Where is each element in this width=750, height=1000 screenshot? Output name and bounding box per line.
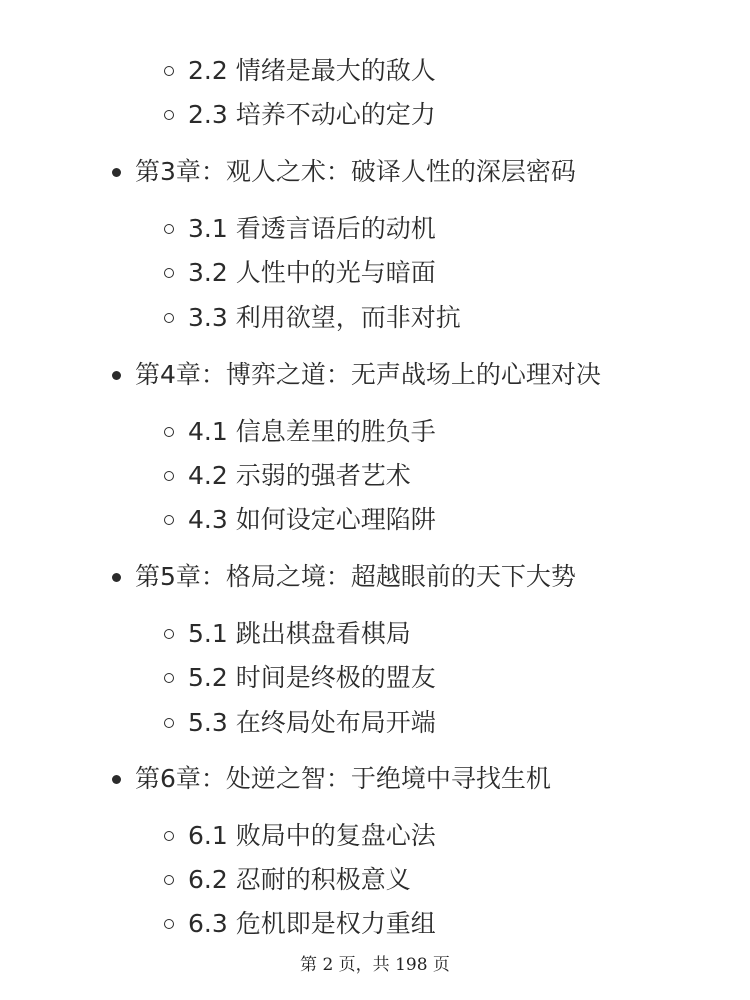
hollow-bullet-icon [164, 224, 174, 234]
toc-item-label: 4.3 如何设定心理陷阱 [188, 505, 436, 534]
toc-section-item [164, 98, 436, 132]
toc-chapter-item [112, 155, 576, 189]
toc-section-item [164, 706, 436, 740]
filled-bullet-icon [112, 775, 121, 784]
toc-item-label: 第4章：博弈之道：无声战场上的心理对决 [135, 360, 601, 389]
toc-item-label: 4.2 示弱的强者艺术 [188, 461, 411, 490]
hollow-bullet-icon [164, 515, 174, 525]
hollow-bullet-icon [164, 268, 174, 278]
toc-section-item [164, 301, 461, 335]
toc-item-label: 6.1 败局中的复盘心法 [188, 821, 436, 850]
toc-item-label: 6.2 忍耐的积极意义 [188, 865, 411, 894]
toc-section-item [164, 863, 411, 897]
hollow-bullet-icon [164, 66, 174, 76]
hollow-bullet-icon [164, 718, 174, 728]
toc-section-item [164, 54, 436, 88]
toc-chapter-item [112, 358, 601, 392]
toc-section-item [164, 661, 436, 695]
hollow-bullet-icon [164, 313, 174, 323]
toc-section-item [164, 212, 436, 246]
toc-item-label: 3.2 人性中的光与暗面 [188, 258, 436, 287]
toc-item-label: 3.1 看透言语后的动机 [188, 214, 436, 243]
toc-item-label: 6.3 危机即是权力重组 [188, 909, 436, 938]
hollow-bullet-icon [164, 673, 174, 683]
toc-item-label: 3.3 利用欲望，而非对抗 [188, 303, 461, 332]
toc-item-label: 第3章：观人之术：破译人性的深层密码 [135, 157, 576, 186]
hollow-bullet-icon [164, 471, 174, 481]
toc-item-label: 5.2 时间是终极的盟友 [188, 663, 436, 692]
hollow-bullet-icon [164, 875, 174, 885]
toc-section-item [164, 415, 436, 449]
toc-item-label: 2.3 培养不动心的定力 [188, 100, 436, 129]
filled-bullet-icon [112, 371, 121, 380]
toc-item-label: 第6章：处逆之智：于绝境中寻找生机 [135, 764, 551, 793]
toc-section-item [164, 819, 436, 853]
toc-item-label: 5.3 在终局处布局开端 [188, 708, 436, 737]
toc-section-item [164, 617, 411, 651]
toc-section-item [164, 459, 411, 493]
toc-section-item [164, 907, 436, 941]
page-number-footer: 第 2 页，共 198 页 [300, 955, 450, 975]
toc-chapter-item [112, 762, 551, 796]
hollow-bullet-icon [164, 110, 174, 120]
toc-item-label: 第5章：格局之境：超越眼前的天下大势 [135, 562, 576, 591]
filled-bullet-icon [112, 168, 121, 177]
hollow-bullet-icon [164, 919, 174, 929]
toc-item-label: 4.1 信息差里的胜负手 [188, 417, 436, 446]
toc-item-label: 2.2 情绪是最大的敌人 [188, 56, 436, 85]
toc-chapter-item [112, 560, 576, 594]
toc-item-label: 5.1 跳出棋盘看棋局 [188, 619, 411, 648]
filled-bullet-icon [112, 573, 121, 582]
hollow-bullet-icon [164, 629, 174, 639]
hollow-bullet-icon [164, 831, 174, 841]
toc-section-item [164, 256, 436, 290]
hollow-bullet-icon [164, 427, 174, 437]
toc-section-item [164, 503, 436, 537]
